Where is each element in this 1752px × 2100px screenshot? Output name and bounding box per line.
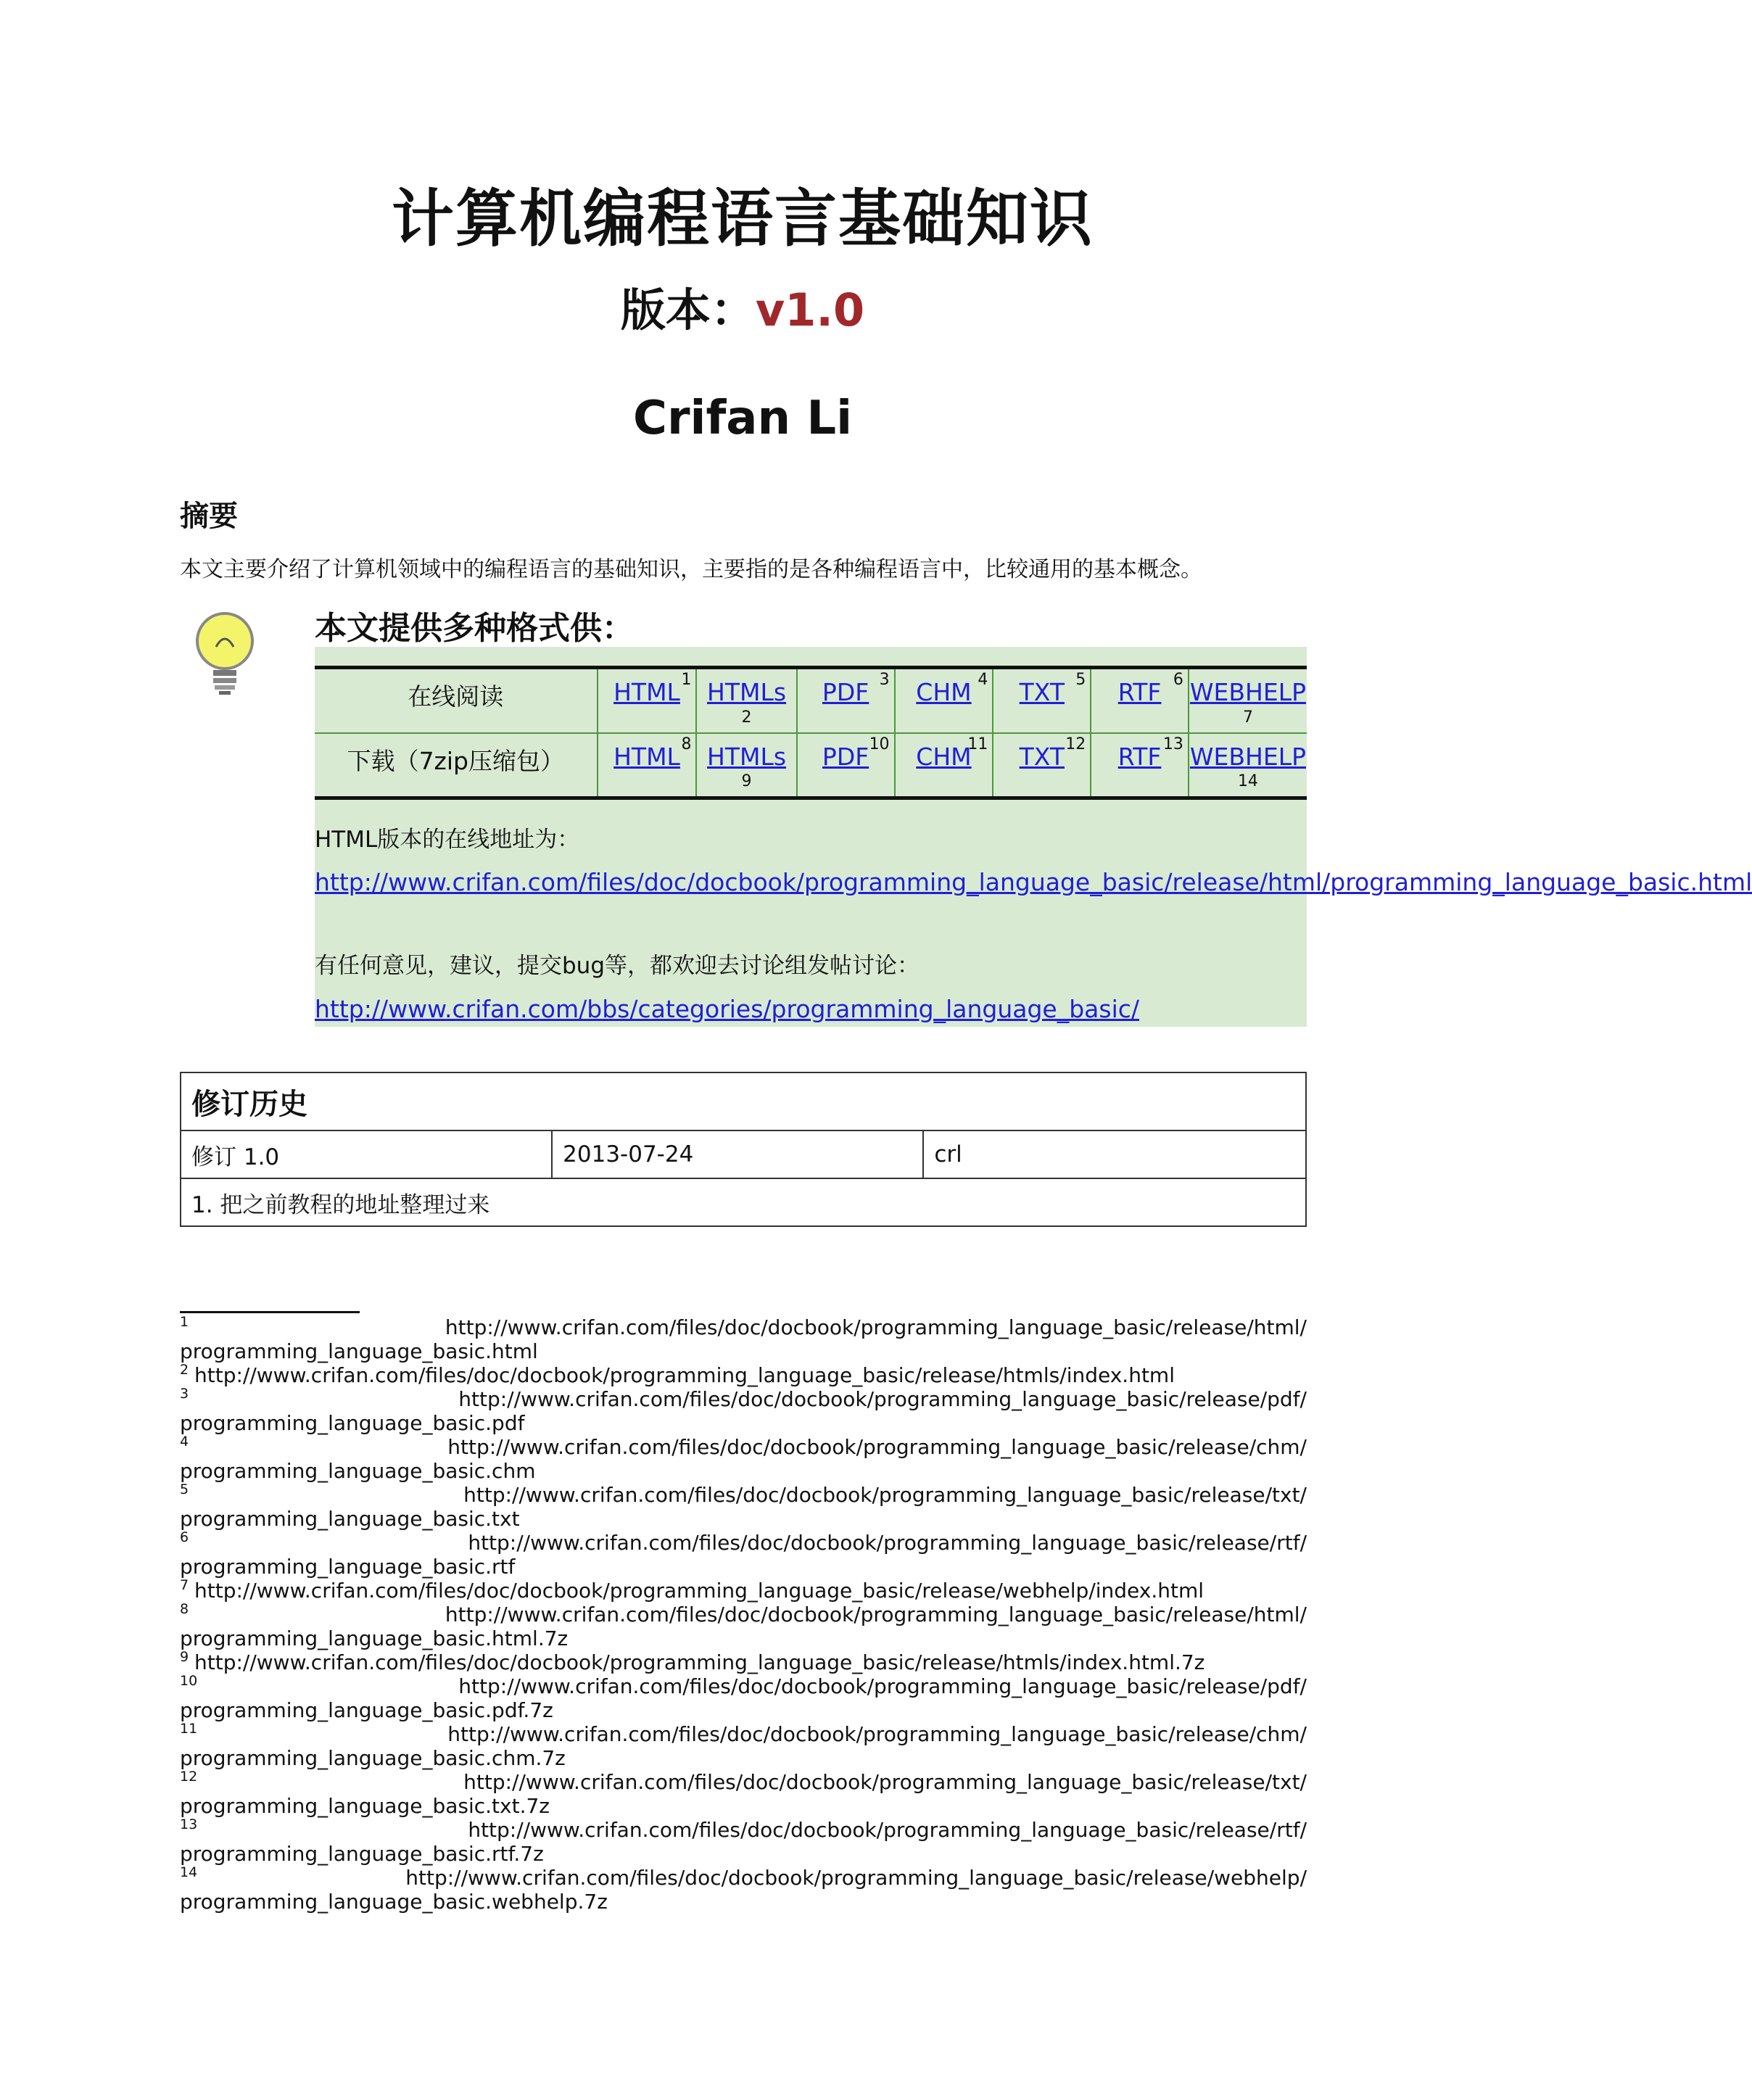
footnote-number: 12: [180, 1769, 198, 1785]
footnote-url-continued[interactable]: programming_language_basic.html: [180, 1339, 538, 1363]
format-link[interactable]: WEBHELP: [1189, 678, 1306, 706]
footnote-number: 1: [180, 1314, 189, 1330]
footnote-number: 8: [180, 1601, 189, 1617]
formats-heading: 本文提供多种格式供：: [315, 610, 634, 647]
footnote-url-continued[interactable]: programming_language_basic.rtf.7z: [180, 1842, 544, 1866]
revision-version: 修订 1.0: [181, 1130, 552, 1178]
forum-url-link[interactable]: http://www.crifan.com/bbs/categories/programming_language_basic/: [315, 995, 1140, 1023]
footnote: [180, 1579, 1307, 1603]
footnote: [180, 1818, 1307, 1866]
formats-row: [315, 733, 1307, 798]
footnote-marker[interactable]: 9: [741, 772, 752, 790]
format-cell: [797, 733, 895, 798]
format-cell: [598, 733, 697, 798]
footnote-url-continued[interactable]: programming_language_basic.html.7z: [180, 1626, 569, 1650]
format-cell: [993, 733, 1091, 798]
format-link[interactable]: RTF: [1117, 678, 1162, 706]
footnote-number: 7: [180, 1577, 189, 1593]
footnote-marker[interactable]: 3: [879, 671, 890, 689]
footnote-number: 11: [180, 1721, 198, 1737]
revision-note: 1. 把之前教程的地址整理过来: [181, 1178, 1306, 1226]
footnote: [180, 1531, 1307, 1579]
footnote-number: 3: [180, 1386, 189, 1402]
format-cell: [696, 668, 796, 733]
footnote-marker[interactable]: 12: [1065, 735, 1086, 753]
footnote: [180, 1435, 1307, 1483]
format-cell: [598, 668, 697, 733]
footnote-marker[interactable]: 14: [1237, 772, 1258, 790]
format-cell: [1189, 733, 1307, 798]
footnote-url[interactable]: http://www.crifan.com/files/doc/docbook/programming_language_basic/release/webhelp/index.html: [194, 1579, 1204, 1603]
revision-date: 2013-07-24: [552, 1130, 923, 1178]
abstract-heading: 摘要: [180, 500, 238, 533]
footnote-url-continued[interactable]: programming_language_basic.pdf: [180, 1411, 525, 1435]
formats-row-label: 在线阅读: [315, 668, 598, 733]
footnote-url[interactable]: http://www.crifan.com/files/doc/docbook/programming_language_basic/release/txt/: [463, 1483, 1307, 1507]
online-url-link[interactable]: http://www.crifan.com/files/doc/docbook/programming_language_basic/release/html/programming_language_basic.html: [315, 868, 1752, 896]
footnote-marker[interactable]: 6: [1173, 671, 1183, 689]
footnote-marker[interactable]: 7: [1242, 708, 1253, 727]
footnote: [180, 1770, 1307, 1818]
version-label: 版本：: [620, 284, 756, 336]
footnote: [180, 1363, 1307, 1387]
feedback-label: 有任何意见，建议，提交bug等，都欢迎去讨论组发帖讨论：: [315, 953, 920, 979]
format-cell: [895, 668, 993, 733]
formats-table: [315, 666, 1307, 800]
abstract-text: 本文主要介绍了计算机领域中的编程语言的基础知识，主要指的是各种编程语言中，比较通用的基本概念。: [180, 557, 1202, 582]
format-link[interactable]: PDF: [822, 742, 869, 771]
format-link[interactable]: WEBHELP: [1189, 742, 1306, 771]
format-cell: [1091, 733, 1189, 798]
format-cell: [696, 733, 796, 798]
online-url-label: HTML版本的在线地址为：: [315, 827, 580, 853]
footnote: [180, 1603, 1307, 1650]
lightbulb-icon: [190, 609, 260, 696]
footnotes: [180, 1315, 1307, 1914]
footnote-marker[interactable]: 5: [1075, 671, 1086, 689]
footnote-url-continued[interactable]: programming_language_basic.pdf.7z: [180, 1698, 553, 1722]
footnote-url-continued[interactable]: programming_language_basic.chm.7z: [180, 1746, 566, 1770]
footnote-url[interactable]: http://www.crifan.com/files/doc/docbook/programming_language_basic/release/webhelp/: [405, 1866, 1307, 1890]
footnote: [180, 1650, 1307, 1674]
footnote-marker[interactable]: 4: [978, 671, 988, 689]
format-link[interactable]: HTMLs: [707, 678, 787, 706]
footnote: [180, 1315, 1307, 1363]
footnote-marker[interactable]: 13: [1162, 735, 1183, 753]
version-line: [0, 274, 1485, 339]
footnote-marker[interactable]: 8: [681, 735, 692, 753]
footnote-url[interactable]: http://www.crifan.com/files/doc/docbook/programming_language_basic/release/pdf/: [458, 1674, 1307, 1698]
footnote-url[interactable]: http://www.crifan.com/files/doc/docbook/programming_language_basic/release/txt/: [463, 1770, 1307, 1794]
footnote: [180, 1483, 1307, 1531]
formats-row-label: 下载（7zip压缩包）: [315, 733, 598, 798]
footnote: [180, 1387, 1307, 1435]
footnote-number: 4: [180, 1434, 189, 1450]
footnote: [180, 1722, 1307, 1770]
footnote-url[interactable]: http://www.crifan.com/files/doc/docbook/programming_language_basic/release/html/: [445, 1603, 1307, 1626]
format-link[interactable]: HTML: [613, 742, 680, 771]
footnote-url-continued[interactable]: programming_language_basic.webhelp.7z: [180, 1890, 608, 1914]
footnote-marker[interactable]: 1: [681, 671, 692, 689]
footnote-number: 14: [180, 1864, 198, 1880]
format-link[interactable]: TXT: [1019, 742, 1065, 771]
footnote-number: 10: [180, 1673, 198, 1689]
footnote-url[interactable]: http://www.crifan.com/files/doc/docbook/programming_language_basic/release/chm/: [447, 1722, 1307, 1746]
footnote: [180, 1866, 1307, 1914]
author-name: Crifan Li: [632, 392, 853, 445]
format-link[interactable]: RTF: [1117, 742, 1162, 771]
footnote-url-continued[interactable]: programming_language_basic.chm: [180, 1459, 536, 1483]
format-link[interactable]: TXT: [1019, 678, 1065, 706]
footnote-url-continued[interactable]: programming_language_basic.txt.7z: [180, 1794, 550, 1818]
footnote-marker[interactable]: 10: [869, 735, 890, 753]
footnote: [180, 1674, 1307, 1722]
format-cell: [1091, 668, 1189, 733]
footnote-separator: [180, 1311, 360, 1313]
footnote-url[interactable]: http://www.crifan.com/files/doc/docbook/programming_language_basic/release/rtf/: [468, 1818, 1307, 1842]
footnote-url-continued[interactable]: programming_language_basic.rtf: [180, 1555, 516, 1579]
footnote-marker[interactable]: 2: [741, 708, 752, 727]
format-link[interactable]: CHM: [916, 742, 972, 771]
footnote-url-continued[interactable]: programming_language_basic.txt: [180, 1507, 520, 1531]
footnote-url[interactable]: http://www.crifan.com/files/doc/docbook/programming_language_basic/release/htmls/index.html: [194, 1363, 1175, 1387]
footnote-url[interactable]: http://www.crifan.com/files/doc/docbook/programming_language_basic/release/rtf/: [468, 1531, 1307, 1555]
footnote-number: 2: [180, 1362, 189, 1378]
footnote-number: 13: [180, 1816, 198, 1832]
formats-row: [315, 668, 1307, 733]
format-link[interactable]: PDF: [822, 678, 869, 706]
footnote-url[interactable]: http://www.crifan.com/files/doc/docbook/programming_language_basic/release/htmls/index.html.7z: [194, 1650, 1205, 1674]
footnote-number: 5: [180, 1481, 189, 1497]
revision-heading: 修订历史: [181, 1072, 1306, 1130]
revision-author: crl: [923, 1130, 1306, 1178]
footnote-url[interactable]: http://www.crifan.com/files/doc/docbook/programming_language_basic/release/html/: [445, 1315, 1307, 1339]
format-link[interactable]: CHM: [916, 678, 972, 706]
format-cell: [1189, 668, 1307, 733]
footnote-marker[interactable]: 11: [967, 735, 988, 753]
format-cell: [895, 733, 993, 798]
document-title: 计算机编程语言基础知识: [392, 183, 1094, 255]
format-cell: [993, 668, 1091, 733]
footnote-url[interactable]: http://www.crifan.com/files/doc/docbook/programming_language_basic/release/chm/: [447, 1435, 1307, 1459]
revision-history-table: [180, 1072, 1307, 1227]
format-link[interactable]: HTMLs: [707, 742, 787, 771]
footnote-url[interactable]: http://www.crifan.com/files/doc/docbook/programming_language_basic/release/pdf/: [458, 1387, 1307, 1411]
footnote-number: 9: [180, 1649, 189, 1665]
format-link[interactable]: HTML: [613, 678, 680, 706]
footnote-number: 6: [180, 1529, 189, 1545]
version-value: v1.0: [755, 284, 865, 336]
format-cell: [797, 668, 895, 733]
